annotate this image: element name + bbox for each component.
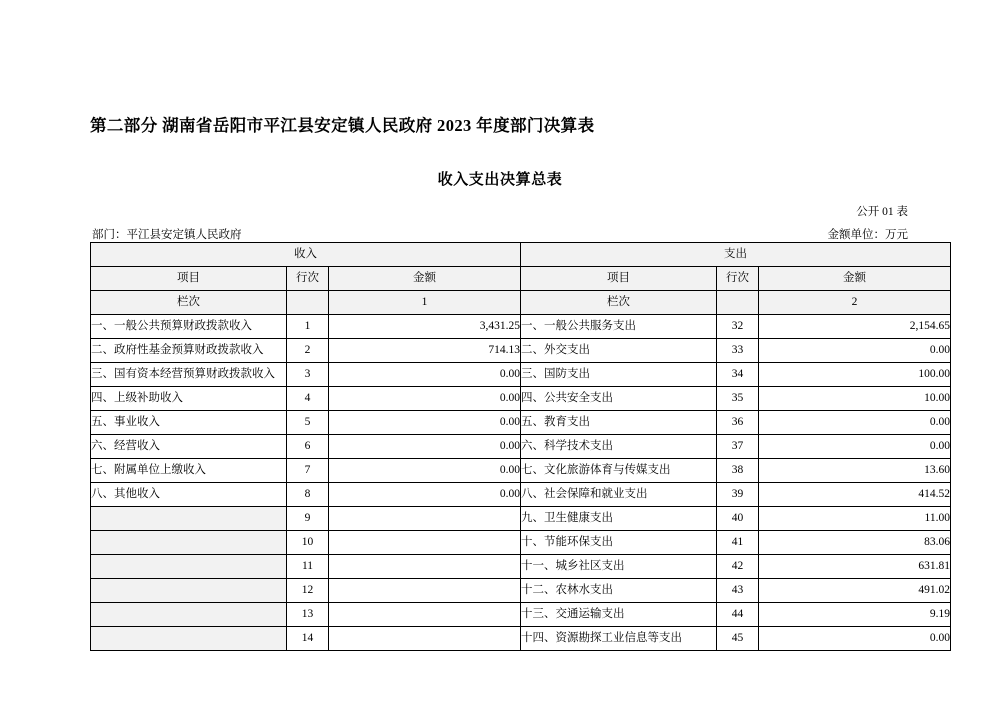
- income-item: [91, 603, 287, 627]
- expenditure-item: 六、科学技术支出: [521, 435, 717, 459]
- income-amount: [329, 555, 521, 579]
- expenditure-line: 44: [717, 603, 759, 627]
- expenditure-item: 二、外交支出: [521, 339, 717, 363]
- income-item: [91, 507, 287, 531]
- expenditure-amount: 0.00: [759, 339, 951, 363]
- income-item: 一、一般公共预算财政拨款收入: [91, 315, 287, 339]
- expenditure-item: 一、一般公共服务支出: [521, 315, 717, 339]
- table-row: [91, 363, 951, 387]
- col-header-income-item: 项目: [91, 267, 287, 291]
- expenditure-amount: 491.02: [759, 579, 951, 603]
- income-line: 8: [287, 483, 329, 507]
- table-row: [91, 315, 951, 339]
- group-header-expenditure: 支出: [521, 243, 951, 267]
- col-header-income-amount: 金额: [329, 267, 521, 291]
- expenditure-item: 七、文化旅游体育与传媒支出: [521, 459, 717, 483]
- income-line: 3: [287, 363, 329, 387]
- income-line: 5: [287, 411, 329, 435]
- income-item: 三、国有资本经营预算财政拨款收入: [91, 363, 287, 387]
- expenditure-line: 40: [717, 507, 759, 531]
- expenditure-item: 九、卫生健康支出: [521, 507, 717, 531]
- table-row: [91, 435, 951, 459]
- income-line: 10: [287, 531, 329, 555]
- table-row: [91, 411, 951, 435]
- col-header-expenditure-amount: 金额: [759, 267, 951, 291]
- table-row: [91, 483, 951, 507]
- table-column-number-row: [91, 291, 951, 315]
- expenditure-amount: 9.19: [759, 603, 951, 627]
- income-amount: [329, 507, 521, 531]
- income-amount: 0.00: [329, 435, 521, 459]
- expenditure-amount: 100.00: [759, 363, 951, 387]
- income-amount: 0.00: [329, 459, 521, 483]
- table-group-header-row: [91, 243, 951, 267]
- income-line: 12: [287, 579, 329, 603]
- income-line: 7: [287, 459, 329, 483]
- income-amount: 0.00: [329, 483, 521, 507]
- income-amount: 0.00: [329, 363, 521, 387]
- column-label-expenditure-line-blank: [717, 291, 759, 315]
- expenditure-line: 39: [717, 483, 759, 507]
- expenditure-item: 十二、农林水支出: [521, 579, 717, 603]
- expenditure-line: 38: [717, 459, 759, 483]
- income-amount: [329, 603, 521, 627]
- expenditure-amount: 10.00: [759, 387, 951, 411]
- income-item: 七、附属单位上缴收入: [91, 459, 287, 483]
- column-label-income-line-blank: [287, 291, 329, 315]
- column-label-expenditure: 栏次: [521, 291, 717, 315]
- income-amount: [329, 531, 521, 555]
- expenditure-item: 三、国防支出: [521, 363, 717, 387]
- income-line: 6: [287, 435, 329, 459]
- income-amount: 0.00: [329, 411, 521, 435]
- expenditure-line: 43: [717, 579, 759, 603]
- income-item: 六、经营收入: [91, 435, 287, 459]
- expenditure-item: 五、教育支出: [521, 411, 717, 435]
- expenditure-amount: 0.00: [759, 627, 951, 651]
- page-title: 第二部分 湖南省岳阳市平江县安定镇人民政府 2023 年度部门决算表: [90, 116, 595, 135]
- income-item: [91, 579, 287, 603]
- expenditure-item: 十、节能环保支出: [521, 531, 717, 555]
- expenditure-line: 35: [717, 387, 759, 411]
- group-header-income: 收入: [91, 243, 521, 267]
- column-number-expenditure: 2: [759, 291, 951, 315]
- expenditure-item: 十三、交通运输支出: [521, 603, 717, 627]
- form-code-label: 公开 01 表: [856, 206, 908, 218]
- department-label: 部门：平江县安定镇人民政府: [92, 229, 242, 241]
- income-line: 2: [287, 339, 329, 363]
- expenditure-amount: 0.00: [759, 435, 951, 459]
- expenditure-amount: 414.52: [759, 483, 951, 507]
- expenditure-amount: 631.81: [759, 555, 951, 579]
- col-header-income-line: 行次: [287, 267, 329, 291]
- table-row: [91, 603, 951, 627]
- expenditure-amount: 13.60: [759, 459, 951, 483]
- income-amount: 0.00: [329, 387, 521, 411]
- income-item: 二、政府性基金预算财政拨款收入: [91, 339, 287, 363]
- expenditure-line: 34: [717, 363, 759, 387]
- table-row: [91, 459, 951, 483]
- income-amount: [329, 627, 521, 651]
- expenditure-amount: 2,154.65: [759, 315, 951, 339]
- expenditure-line: 33: [717, 339, 759, 363]
- expenditure-line: 36: [717, 411, 759, 435]
- table-row: [91, 555, 951, 579]
- income-item: 五、事业收入: [91, 411, 287, 435]
- income-item: [91, 555, 287, 579]
- income-line: 13: [287, 603, 329, 627]
- expenditure-line: 41: [717, 531, 759, 555]
- table-row: [91, 531, 951, 555]
- income-item: 八、其他收入: [91, 483, 287, 507]
- income-line: 1: [287, 315, 329, 339]
- table-row: [91, 387, 951, 411]
- expenditure-amount: 11.00: [759, 507, 951, 531]
- income-line: 9: [287, 507, 329, 531]
- revenue-expenditure-table: [90, 242, 951, 651]
- expenditure-amount: 0.00: [759, 411, 951, 435]
- table-column-header-row: [91, 267, 951, 291]
- expenditure-line: 37: [717, 435, 759, 459]
- income-amount: [329, 579, 521, 603]
- amount-unit-label: 金额单位：万元: [827, 229, 908, 241]
- expenditure-item: 十一、城乡社区支出: [521, 555, 717, 579]
- expenditure-line: 45: [717, 627, 759, 651]
- table-subtitle: 收入支出决算总表: [437, 172, 563, 188]
- expenditure-line: 32: [717, 315, 759, 339]
- income-item: [91, 531, 287, 555]
- column-label-income: 栏次: [91, 291, 287, 315]
- expenditure-item: 八、社会保障和就业支出: [521, 483, 717, 507]
- col-header-expenditure-line: 行次: [717, 267, 759, 291]
- income-amount: 714.13: [329, 339, 521, 363]
- income-item: 四、上级补助收入: [91, 387, 287, 411]
- income-line: 11: [287, 555, 329, 579]
- income-line: 14: [287, 627, 329, 651]
- expenditure-item: 十四、资源勘探工业信息等支出: [521, 627, 717, 651]
- income-amount: 3,431.25: [329, 315, 521, 339]
- column-number-income: 1: [329, 291, 521, 315]
- expenditure-amount: 83.06: [759, 531, 951, 555]
- table-row: [91, 507, 951, 531]
- col-header-expenditure-item: 项目: [521, 267, 717, 291]
- expenditure-line: 42: [717, 555, 759, 579]
- income-item: [91, 627, 287, 651]
- expenditure-item: 四、公共安全支出: [521, 387, 717, 411]
- table-row: [91, 579, 951, 603]
- table-row: [91, 627, 951, 651]
- table-row: [91, 339, 951, 363]
- income-line: 4: [287, 387, 329, 411]
